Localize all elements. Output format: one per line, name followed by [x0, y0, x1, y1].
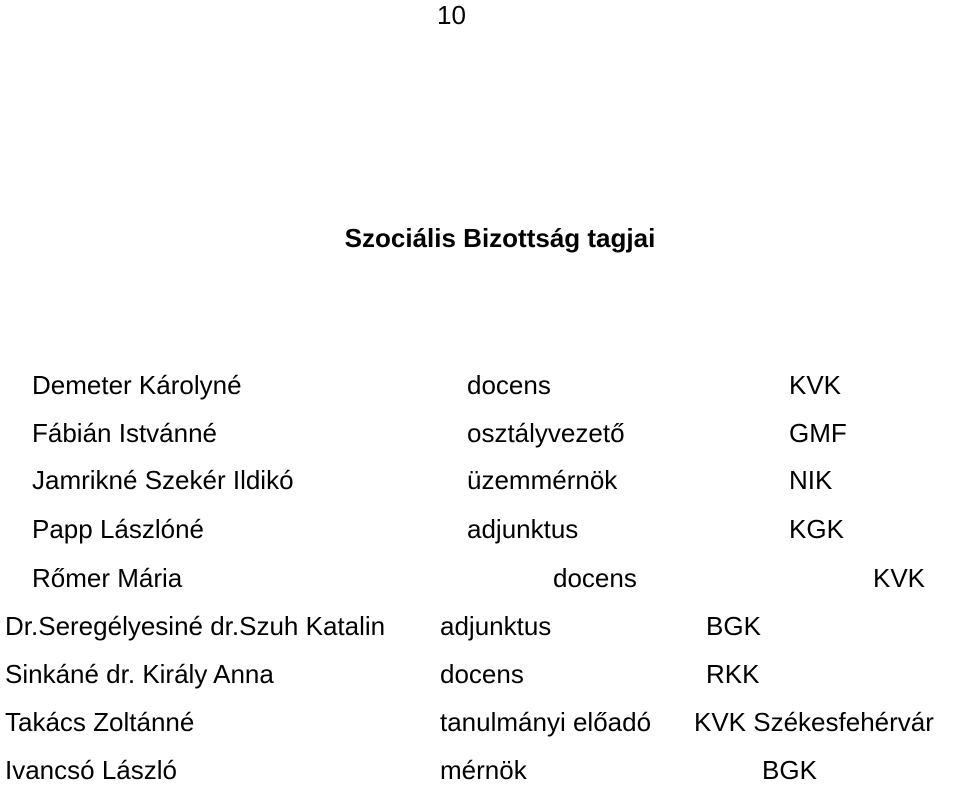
member-unit: BGK [762, 755, 817, 785]
member-unit: KVK [873, 563, 926, 593]
member-name: Ivancsó László [5, 755, 177, 785]
member-name: Sinkáné dr. Király Anna [5, 659, 274, 689]
member-unit: KGK [789, 514, 844, 544]
member-position: mérnök [440, 755, 527, 785]
member-position: docens [440, 659, 524, 689]
member-position: üzemmérnök [467, 465, 618, 495]
member-name: Demeter Károlyné [32, 370, 242, 400]
member-unit: KVK Székesfehérvár [694, 707, 934, 737]
member-name: Papp Lászlóné [32, 514, 205, 544]
member-name: Jamrikné Szekér Ildikó [32, 465, 294, 495]
member-position: tanulmányi előadó [440, 707, 652, 737]
member-position: docens [467, 370, 551, 400]
member-unit: NIK [789, 465, 833, 495]
member-name: Rőmer Mária [32, 563, 183, 593]
member-unit: GMF [789, 418, 847, 448]
member-position: adjunktus [440, 611, 552, 641]
member-name: Dr.Seregélyesiné dr.Szuh Katalin [5, 611, 386, 641]
member-unit: RKK [706, 659, 760, 689]
member-position: adjunktus [467, 514, 579, 544]
member-name: Takács Zoltánné [5, 707, 195, 737]
document-title: Szociális Bizottság tagjai [344, 223, 656, 253]
page-number: 10 [437, 0, 466, 30]
member-unit: KVK [789, 370, 842, 400]
member-position: docens [553, 563, 637, 593]
member-name: Fábián Istvánné [32, 418, 218, 448]
member-position: osztályvezető [467, 418, 625, 448]
member-unit: BGK [706, 611, 761, 641]
